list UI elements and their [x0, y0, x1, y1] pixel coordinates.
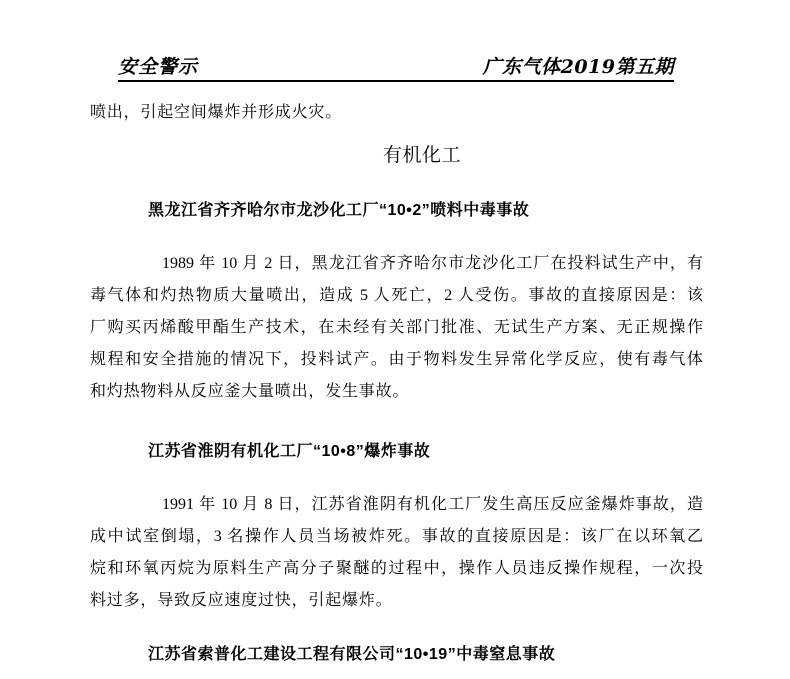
- article-3-heading: 江苏省索普化工建设工程有限公司“10•19”中毒窒息事故: [148, 646, 556, 663]
- paragraph-line: 1989 年 10 月 2 日，黑龙江省齐齐哈尔市龙沙化工厂在投料试生产中，有: [162, 255, 703, 272]
- paragraph-line: 料过多，导致反应速度过快，引起爆炸。: [90, 592, 393, 609]
- article-2-heading: 江苏省淮阴有机化工厂“10•8”爆炸事故: [148, 443, 431, 460]
- paragraph-line: 和灼热物料从反应釜大量喷出，发生事故。: [90, 383, 410, 400]
- paragraph-line: 1991 年 10 月 8 日，江苏省淮阴有机化工厂发生高压反应釜爆炸事故，造: [162, 496, 703, 513]
- article-1-heading: 黑龙江省齐齐哈尔市龙沙化工厂“10•2”喷料中毒事故: [148, 202, 530, 219]
- paragraph-line: 规程和安全措施的情况下，投料试产。由于物料发生异常化学反应，使有毒气体: [90, 351, 703, 368]
- article-1-paragraph: [90, 248, 703, 408]
- section-title: 有机化工: [383, 145, 462, 166]
- paragraph-line: 烷和环氧丙烷为原料生产高分子聚醚的过程中，操作人员违反操作规程，一次投: [90, 560, 703, 577]
- paragraph-line: 成中试室倒塌，3 名操作人员当场被炸死。事故的直接原因是：该厂在以环氧乙: [90, 528, 703, 545]
- header-right-title: 广东气体2019第五期: [482, 56, 674, 78]
- body-continuation-line: 喷出，引起空间爆炸并形成火灾。: [90, 104, 343, 121]
- article-2-paragraph: [90, 489, 703, 617]
- header-left-title: 安全警示: [118, 56, 199, 78]
- paragraph-line: 毒气体和灼热物质大量喷出，造成 5 人死亡，2 人受伤。事故的直接原因是：该: [90, 287, 703, 304]
- header-divider: [118, 80, 674, 82]
- paragraph-line: 厂购买丙烯酸甲酯生产技术，在未经有关部门批准、无试生产方案、无正规操作: [90, 319, 703, 336]
